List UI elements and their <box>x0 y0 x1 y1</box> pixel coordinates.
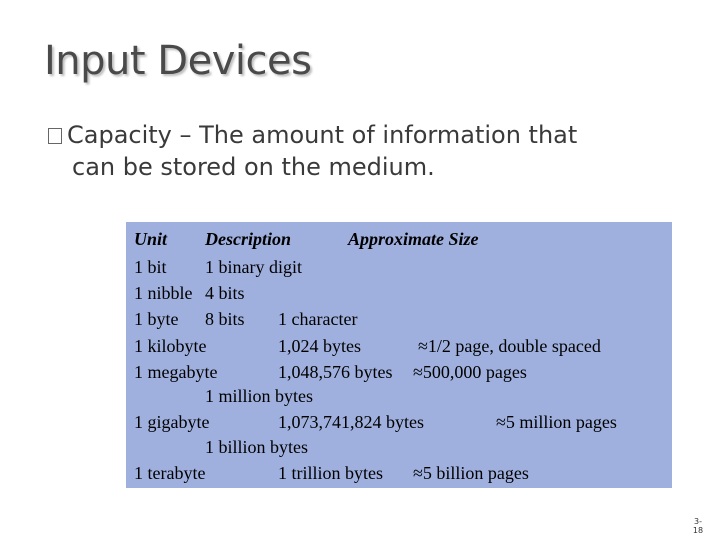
page-number: 3- 18 <box>692 517 704 535</box>
row-description: 1,048,576 bytes <box>278 362 393 382</box>
row-unit: 1 kilobyte <box>134 336 207 356</box>
bullet-line-1 <box>48 119 668 151</box>
row-description: 8 bits <box>205 309 245 329</box>
row-description: 1,024 bytes <box>278 336 361 356</box>
row-note: 1 billion bytes <box>205 437 308 457</box>
storage-units-table <box>126 222 672 488</box>
row-unit: 1 byte <box>134 309 179 329</box>
row-description: 1 trillion bytes <box>278 463 383 483</box>
row-description: 1,073,741,824 bytes <box>278 412 424 432</box>
square-bullet-icon <box>48 128 62 144</box>
row-size: ≈500,000 pages <box>413 362 527 382</box>
bullet-term: Capacity <box>67 121 172 149</box>
row-unit: 1 megabyte <box>134 362 218 382</box>
row-unit: 1 gigabyte <box>134 412 210 432</box>
slide-title: Input Devices <box>44 38 312 84</box>
row-unit: 1 terabyte <box>134 463 206 483</box>
row-description: 1 binary digit <box>205 257 302 277</box>
row-unit: 1 bit <box>134 257 167 277</box>
header-unit: Unit <box>134 229 168 249</box>
header-description: Description <box>205 229 292 249</box>
row-note: 1 million bytes <box>205 386 313 406</box>
row-size: 1 character <box>278 309 358 329</box>
row-unit: 1 nibble <box>134 283 193 303</box>
row-size: ≈1/2 page, double spaced <box>418 336 601 356</box>
bullet-text-1: – The amount of information that <box>171 121 578 149</box>
header-approximate-size: Approximate Size <box>348 229 479 249</box>
row-size: ≈5 million pages <box>496 412 617 432</box>
row-size: ≈5 billion pages <box>413 463 529 483</box>
bullet-capacity <box>48 119 668 183</box>
bullet-line-2: can be stored on the medium. <box>72 153 435 181</box>
row-description: 4 bits <box>205 283 245 303</box>
